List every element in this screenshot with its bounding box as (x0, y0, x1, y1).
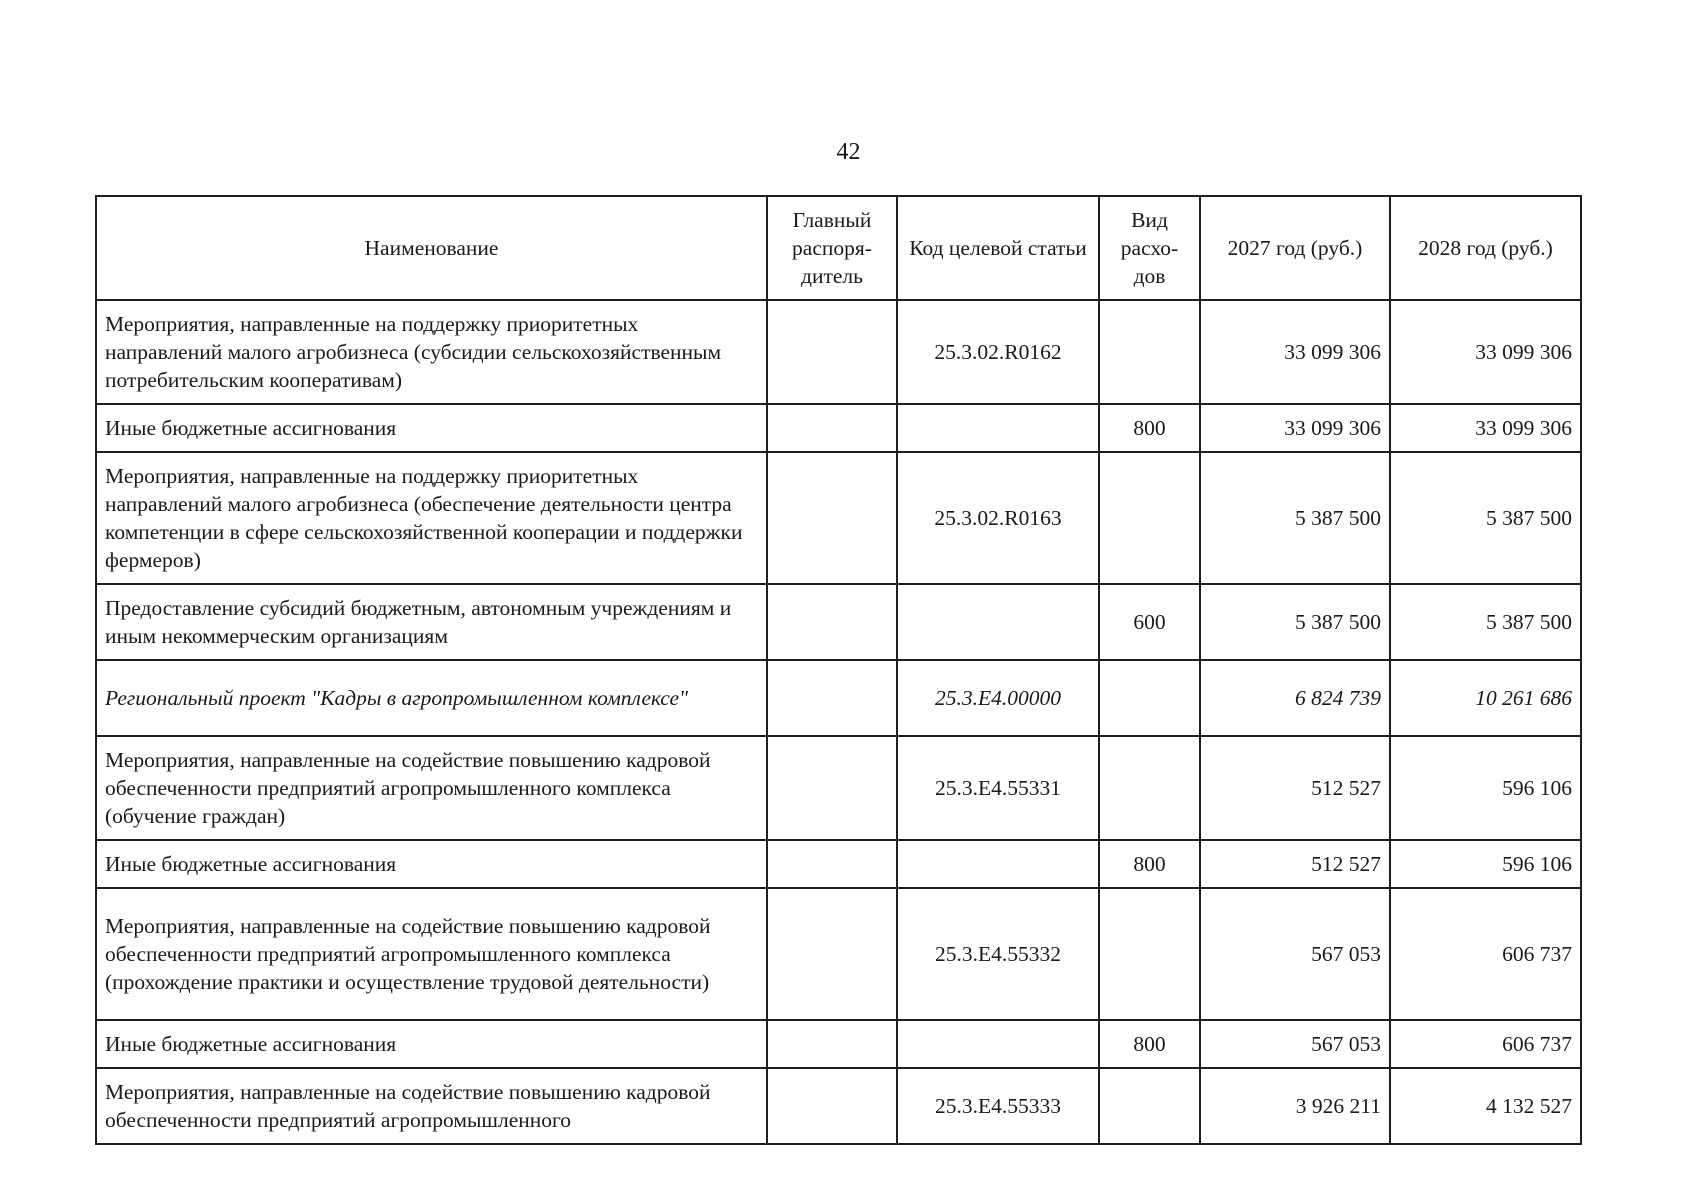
row-amount-2028: 10 261 686 (1390, 660, 1581, 736)
row-expense-type (1099, 1068, 1200, 1144)
budget-table (95, 195, 1582, 1145)
table-row (96, 888, 1581, 1020)
row-name: Иные бюджетные ассигнования (96, 840, 767, 888)
row-amount-2028: 5 387 500 (1390, 584, 1581, 660)
table-row (96, 1068, 1581, 1144)
row-main-manager (767, 1068, 897, 1144)
row-amount-2027: 5 387 500 (1200, 584, 1390, 660)
header-year-2028: 2028 год (руб.) (1390, 196, 1581, 300)
row-name: Мероприятия, направленные на содействие повышению кадровой обеспеченности предприятий агропромышленного комплекса (прохождение практики и осуществление трудовой деятельности) (96, 888, 767, 1020)
row-amount-2027: 5 387 500 (1200, 452, 1390, 584)
row-target-code: 25.3.Е4.55332 (897, 888, 1099, 1020)
row-amount-2028: 4 132 527 (1390, 1068, 1581, 1144)
row-target-code: 25.3.Е4.00000 (897, 660, 1099, 736)
row-expense-type: 600 (1099, 584, 1200, 660)
row-target-code (897, 1020, 1099, 1068)
row-amount-2028: 5 387 500 (1390, 452, 1581, 584)
row-amount-2027: 33 099 306 (1200, 404, 1390, 452)
table-row (96, 660, 1581, 736)
row-expense-type (1099, 300, 1200, 404)
row-target-code: 25.3.02.R0162 (897, 300, 1099, 404)
header-expense-type: Вид расхо-дов (1099, 196, 1200, 300)
row-amount-2028: 33 099 306 (1390, 404, 1581, 452)
table-row (96, 404, 1581, 452)
table-header-row (96, 196, 1581, 300)
header-year-2027: 2027 год (руб.) (1200, 196, 1390, 300)
row-expense-type (1099, 452, 1200, 584)
row-amount-2027: 567 053 (1200, 888, 1390, 1020)
row-main-manager (767, 1020, 897, 1068)
table-row (96, 300, 1581, 404)
row-main-manager (767, 584, 897, 660)
row-name: Региональный проект "Кадры в агропромышленном комплексе" (96, 660, 767, 736)
row-name: Предоставление субсидий бюджетным, автономным учреждениям и иным некоммерческим организациям (96, 584, 767, 660)
row-name: Мероприятия, направленные на содействие повышению кадровой обеспеченности предприятий агропромышленного (96, 1068, 767, 1144)
row-name: Иные бюджетные ассигнования (96, 1020, 767, 1068)
row-expense-type: 800 (1099, 1020, 1200, 1068)
row-main-manager (767, 736, 897, 840)
table-row (96, 584, 1581, 660)
row-amount-2027: 567 053 (1200, 1020, 1390, 1068)
table-row (96, 1020, 1581, 1068)
row-main-manager (767, 452, 897, 584)
row-target-code (897, 404, 1099, 452)
table-row (96, 452, 1581, 584)
row-amount-2027: 3 926 211 (1200, 1068, 1390, 1144)
row-name: Мероприятия, направленные на поддержку приоритетных направлений малого агробизнеса (субсидии сельскохозяйственным потребительским кооперативам) (96, 300, 767, 404)
row-amount-2027: 512 527 (1200, 736, 1390, 840)
table-row (96, 840, 1581, 888)
header-main-manager: Главный распоря-дитель (767, 196, 897, 300)
row-expense-type: 800 (1099, 840, 1200, 888)
header-name: Наименование (96, 196, 767, 300)
row-amount-2028: 606 737 (1390, 888, 1581, 1020)
row-main-manager (767, 300, 897, 404)
row-target-code: 25.3.02.R0163 (897, 452, 1099, 584)
row-amount-2027: 512 527 (1200, 840, 1390, 888)
row-expense-type: 800 (1099, 404, 1200, 452)
row-amount-2027: 6 824 739 (1200, 660, 1390, 736)
row-expense-type (1099, 660, 1200, 736)
row-expense-type (1099, 888, 1200, 1020)
row-target-code (897, 840, 1099, 888)
row-expense-type (1099, 736, 1200, 840)
row-amount-2028: 596 106 (1390, 736, 1581, 840)
row-amount-2027: 33 099 306 (1200, 300, 1390, 404)
row-target-code: 25.3.Е4.55333 (897, 1068, 1099, 1144)
row-target-code (897, 584, 1099, 660)
table-row (96, 736, 1581, 840)
row-main-manager (767, 660, 897, 736)
row-target-code: 25.3.Е4.55331 (897, 736, 1099, 840)
row-name: Мероприятия, направленные на поддержку приоритетных направлений малого агробизнеса (обеспечение деятельности центра компетенции в сфере сельскохозяйственной кооперации и поддержки фермеров) (96, 452, 767, 584)
row-main-manager (767, 840, 897, 888)
row-name: Мероприятия, направленные на содействие повышению кадровой обеспеченности предприятий агропромышленного комплекса (обучение граждан) (96, 736, 767, 840)
header-target-code: Код целевой статьи (897, 196, 1099, 300)
row-amount-2028: 596 106 (1390, 840, 1581, 888)
row-main-manager (767, 888, 897, 1020)
row-amount-2028: 606 737 (1390, 1020, 1581, 1068)
row-name: Иные бюджетные ассигнования (96, 404, 767, 452)
row-main-manager (767, 404, 897, 452)
page-number: 42 (836, 139, 861, 165)
row-amount-2028: 33 099 306 (1390, 300, 1581, 404)
